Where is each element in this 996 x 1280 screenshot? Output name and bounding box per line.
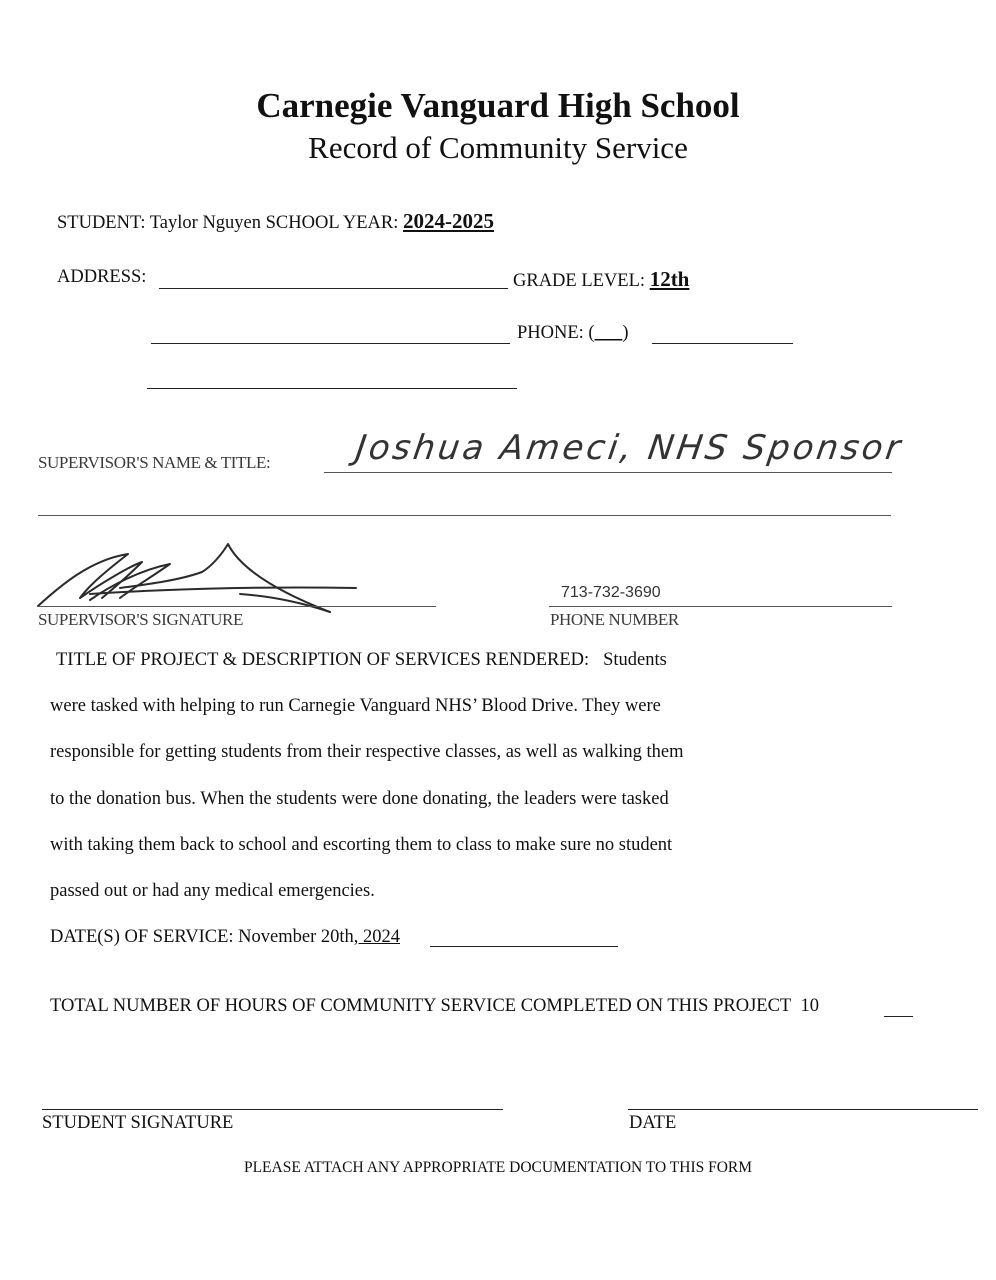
project-line-3: to the donation bus. When the students were done donating, the leaders were tasked	[50, 789, 669, 809]
student-label: STUDENT:	[57, 213, 146, 233]
phone-area-code: ___	[594, 323, 623, 343]
supervisor-signature-label: SUPERVISOR'S SIGNATURE	[38, 610, 243, 629]
student-name: Taylor Nguyen	[149, 213, 262, 233]
total-hours-value: 10	[800, 996, 819, 1016]
supervisor-signature-line	[38, 606, 436, 607]
supervisor-signature-image	[30, 540, 450, 620]
project-label: TITLE OF PROJECT & DESCRIPTION OF SERVICES RENDERED:	[56, 650, 590, 670]
school-name: Carnegie Vanguard High School	[256, 86, 740, 125]
grade-row	[513, 267, 689, 292]
phone-row	[517, 323, 629, 344]
supervisor-phone-label: PHONE NUMBER	[550, 610, 679, 629]
total-hours-label: TOTAL NUMBER OF HOURS OF COMMUNITY SERVICE COMPLETED ON THIS PROJECT	[50, 996, 792, 1016]
form-title: Record of Community Service	[308, 130, 688, 165]
total-hours-line	[884, 1016, 913, 1017]
footer-note: PLEASE ATTACH ANY APPROPRIATE DOCUMENTATION TO THIS FORM	[243, 1159, 753, 1176]
total-hours-row	[50, 996, 819, 1017]
student-row	[57, 209, 494, 234]
school-year-value: 2024-2025	[403, 209, 495, 233]
school-year-label: SCHOOL YEAR:	[265, 213, 399, 233]
phone-label: PHONE: (	[517, 323, 595, 343]
supervisor-phone-line	[549, 606, 892, 607]
grade-value: 12th	[649, 267, 690, 291]
student-signature-line	[42, 1109, 503, 1110]
date-of-service-line	[430, 946, 618, 947]
supervisor-name-handwritten: Joshua Ameci, NHS Sponsor	[353, 428, 906, 468]
project-line-2: responsible for getting students from their respective classes, as well as walking them	[50, 742, 684, 762]
cropped-text-strip	[44, 416, 884, 424]
address-line-3	[147, 388, 517, 389]
grade-label: GRADE LEVEL:	[513, 271, 646, 291]
project-title-row	[56, 650, 667, 671]
date-of-service-row	[50, 927, 400, 948]
project-line-1: were tasked with helping to run Carnegie Vanguard NHS’ Blood Drive. They were	[50, 696, 661, 716]
supervisor-extra-line	[38, 515, 891, 516]
date-of-service-value: November 20th	[238, 927, 354, 947]
project-line-0: Students	[603, 650, 667, 670]
project-line-4: with taking them back to school and escorting them to class to make sure no student	[50, 835, 673, 855]
supervisor-name-line	[324, 472, 892, 473]
date-line	[628, 1109, 978, 1110]
address-line-1	[159, 288, 508, 289]
date-of-service-label: DATE(S) OF SERVICE:	[50, 927, 234, 947]
project-line-5: passed out or had any medical emergencies.	[50, 881, 375, 901]
address-label: ADDRESS:	[57, 267, 147, 287]
phone-close: )	[622, 323, 629, 343]
cropped-text-remnant	[44, 421, 884, 424]
student-signature-label: STUDENT SIGNATURE	[42, 1113, 234, 1133]
address-line-2	[151, 343, 510, 344]
date-of-service-year: , 2024	[353, 927, 401, 947]
date-label: DATE	[629, 1113, 677, 1133]
supervisor-phone-value: 713-732-3690	[561, 584, 661, 601]
phone-number-line	[652, 343, 793, 344]
supervisor-name-label: SUPERVISOR'S NAME & TITLE:	[38, 453, 271, 472]
